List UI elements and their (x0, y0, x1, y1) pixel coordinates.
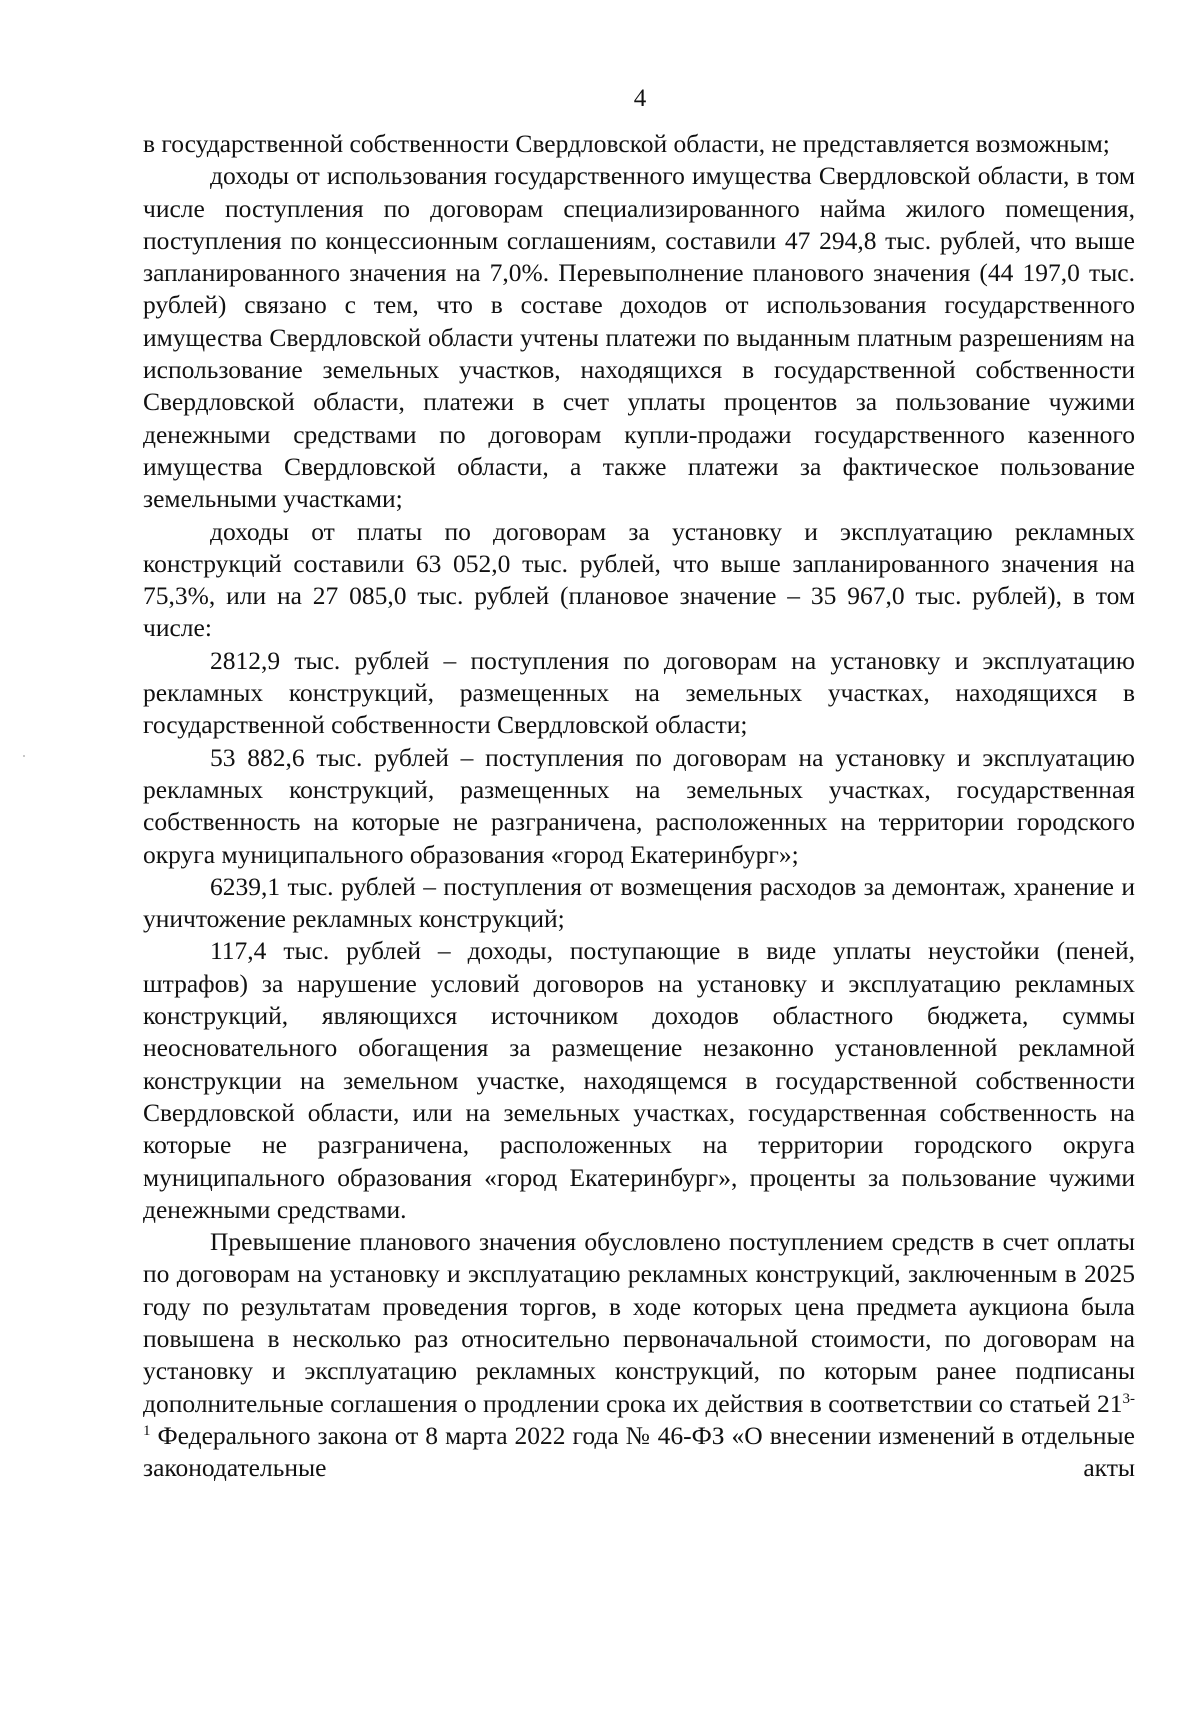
document-body (143, 128, 1135, 1484)
paragraph-excess-explanation (143, 1226, 1135, 1484)
paragraph-advertising-income: доходы от платы по договорам за установку и эксплуатацию рекламных конструкций составили 63 052,0 тыс. рублей, что выше запланированного значения на 75,3%, или на 27 085,0 тыс. рублей (плановое значение – 35 967,0 тыс. рублей), в том числе: (143, 516, 1135, 643)
paragraph-item-penalties: 117,4 тыс. рублей – доходы, поступающие в виде уплаты неустойки (пеней, штрафов) за нарушение условий договоров на установку и эксплуатацию рекламных конструкций, являющихся источником доходов областного бюджета, суммы неосновательного обогащения за размещение незаконно установленной рекламной конструкции на земельном участке, находящемся в государственной собственности Свердловской области, или на земельных участках, государственная собственность на которые не разграничена, расположенных на территории городского округа муниципального образования «город Екатеринбург», проценты за пользование чужими денежными средствами. (143, 936, 1135, 1224)
paragraph-item-state-land: 2812,9 тыс. рублей – поступления по договорам на установку и эксплуатацию рекламных конструкций, размещенных на земельных участках, находящихся в государственной собственности Свердловской области; (143, 645, 1135, 740)
paragraph-item-dismantling: 6239,1 тыс. рублей – поступления от возмещения расходов за демонтаж, хранение и уничтожение рекламных конструкций; (143, 871, 1135, 934)
paragraph-item-undivided-land: 53 882,6 тыс. рублей – поступления по договорам на установку и эксплуатацию рекламных конструкций, размещенных на земельных участках, государственная собственность на которые не разграничена, расположенных на территории городского округа муниципального образования «город Екатеринбург»; (143, 742, 1135, 869)
page-number: 4 (633, 85, 647, 112)
article-superscript: 3-1 (143, 1390, 1135, 1439)
scan-speck (23, 755, 25, 757)
paragraph-property-income: доходы от использования государственного имущества Свердловской области, в том числе поступления по договорам специализированного найма жилого помещения, поступления по концессионным соглашениям, составили 47 294,8 тыс. рублей, что выше запланированного значения на 7,0%. Перевыполнение планового значения (44 197,0 тыс. рублей) связано с тем, что в составе доходов от использования государственного имущества Свердловской области учтены платежи по выданным платным разрешениям на использование земельных участков, находящихся в государственной собственности Свердловской области, платежи в счет уплаты процентов за пользование чужими денежными средствами по договорам купли-продажи государственного казенного имущества Свердловской области, а также платежи за фактическое пользование земельными участками; (143, 161, 1135, 514)
paragraph-text-part: Превышение планового значения обусловлено поступлением средств в счет оплаты по договорам на установку и эксплуатацию рекламных конструкций, заключенным в 2025 году по результатам проведения торгов, в ходе которых цена предмета аукциона была повышена в несколько раз относительно первоначальной стоимости, по договорам на установку и эксплуатацию рекламных конструкций, по которым ранее подписаны дополнительные соглашения о продлении срока их действия в соответствии со статьей 21 (143, 1227, 1135, 1418)
paragraph-text-part: Федерального закона от 8 марта 2022 года № 46-ФЗ «О внесении изменений в отдельные законодательные акты (143, 1420, 1135, 1483)
paragraph-continuation: в государственной собственности Свердловской области, не представляется возможным; (143, 129, 1110, 158)
